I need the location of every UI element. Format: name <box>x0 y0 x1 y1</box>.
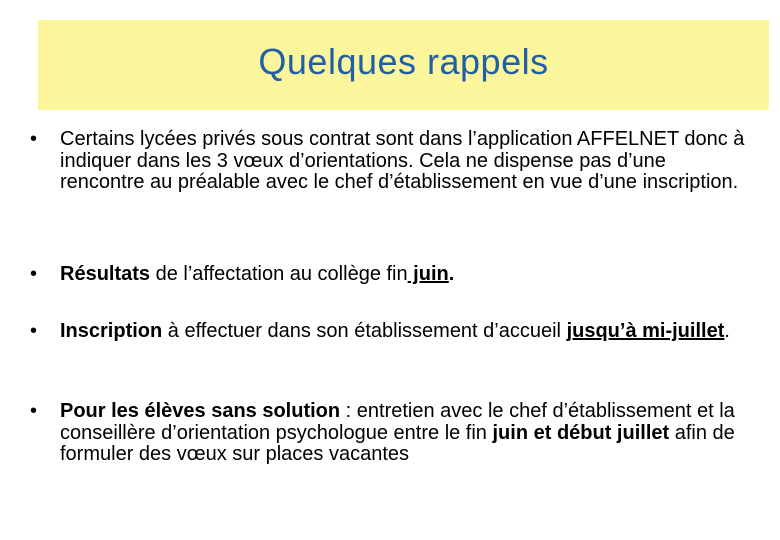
bullet-item <box>30 129 750 194</box>
bullet-item <box>30 321 750 343</box>
bullet-body-text: : entretien avec le chef d’établissement et la conseillère d’orientation psychologue entre le fin <box>60 400 735 444</box>
bullet-text <box>60 264 750 286</box>
bullet-text <box>60 401 750 466</box>
bullet-text: Certains lycées privés sous contrat sont dans l’application AFFELNET donc à indiquer dans les 3 vœux d’orientations. Cela ne dispense pas d’une rencontre au préalable avec le chef d’établissement en vue d’une inscription. <box>60 128 745 193</box>
bullet-body-text: à effectuer dans son établissement d’accueil <box>162 320 567 342</box>
slide-title: Quelques rappels <box>258 41 549 82</box>
bullet-marker: • <box>30 320 38 342</box>
bullet-end-text: afin de formuler des vœux sur places vacantes <box>60 421 735 465</box>
bullet-item <box>30 401 750 466</box>
title-banner <box>38 20 769 110</box>
bullet-item <box>30 264 750 286</box>
bullet-marker: • <box>30 400 38 422</box>
bullet-marker: • <box>30 263 38 285</box>
bullet-underlined-text: juin <box>407 263 449 285</box>
bullet-end-text: . <box>448 263 455 285</box>
bullet-marker: • <box>30 128 38 150</box>
bullet-bold-text-2: juin et début juillet <box>492 421 670 444</box>
bullet-end-text: . <box>724 320 730 342</box>
bullet-underlined-text: jusqu’à mi-juillet <box>566 320 725 342</box>
bullet-body-text: de l’affectation au collège fin <box>150 263 408 285</box>
bullet-bold-text: Pour les élèves sans solution <box>60 400 341 422</box>
bullet-bold-text: Résultats <box>60 263 151 285</box>
bullet-text <box>60 321 750 343</box>
bullet-bold-text: Inscription <box>60 320 163 342</box>
